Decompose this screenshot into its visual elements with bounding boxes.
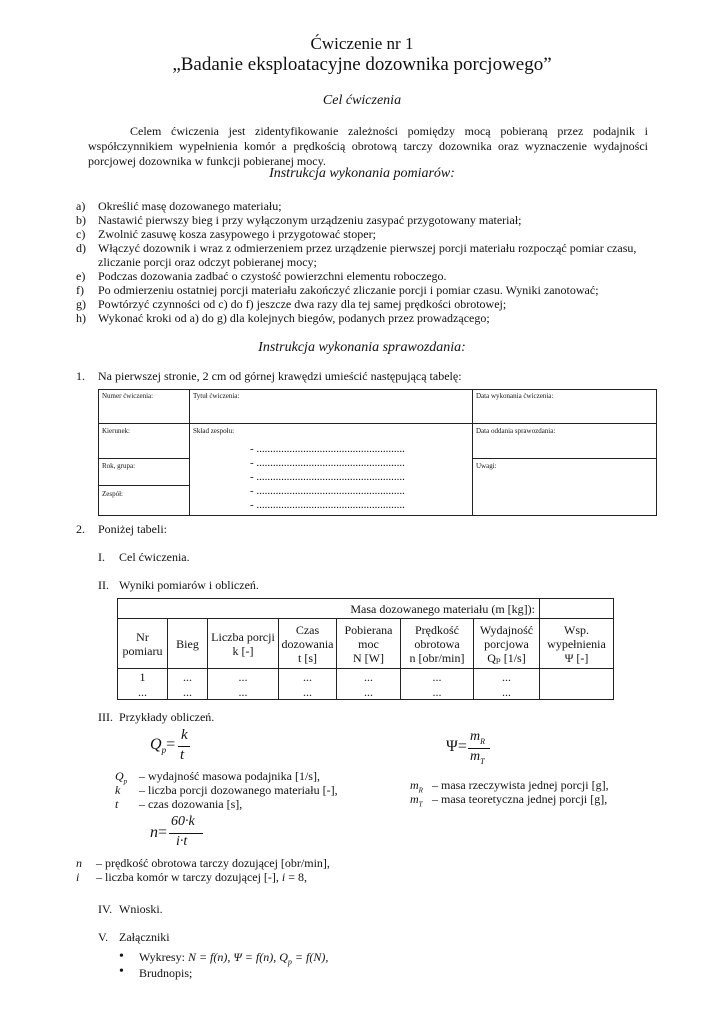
def-symbol-main: i (76, 870, 80, 884)
eq2-den: $m_T$ (470, 749, 485, 766)
table-cell: ... (279, 669, 337, 685)
def-text (139, 797, 242, 812)
results-caption: Masa dozowanego materiału (m [kg]): (118, 599, 540, 619)
header-line: Nr (136, 629, 149, 644)
header-line: k [-] (232, 643, 254, 658)
header-line: dozowania (281, 636, 334, 651)
list-letter: a) (76, 199, 86, 213)
eq2 (446, 738, 467, 756)
label-zespol: Zespół: (102, 490, 123, 498)
list-letter: d) (76, 241, 86, 255)
def-text (432, 778, 609, 793)
member-line: - ...................................................... (250, 485, 405, 497)
header-line: Pobierana (344, 622, 393, 637)
header-line: moc (358, 636, 379, 651)
header-line: Ψ [-] (564, 650, 589, 665)
step2-text: Poniżej tabeli: (98, 522, 167, 536)
def-text-main: – masa rzeczywista jednej porcji [g], (432, 778, 609, 792)
member-line: - ...................................................... (250, 499, 405, 511)
title-line1: Ćwiczenie nr 1 (310, 34, 414, 53)
header-line: pomiaru (122, 643, 163, 658)
def-symbol-main: Q (115, 769, 124, 783)
section-1-number: I. (98, 550, 105, 564)
header-line: Qₚ [1/s] (487, 650, 526, 665)
table-cell: ... (337, 685, 401, 700)
section-3-number: III. (98, 710, 113, 724)
label-data-wykonania: Data wykonania ćwiczenia: (476, 392, 554, 400)
results-header-cell (540, 619, 614, 669)
results-table (117, 598, 614, 700)
header-line: obrotowa (414, 636, 460, 651)
eq1-lhs: Q (150, 736, 162, 753)
def-text-tail: = 8, (285, 870, 308, 884)
table-cell: ... (208, 669, 279, 685)
eq3-eq: = (158, 824, 168, 841)
label-rok: Rok, grupa: (102, 462, 136, 470)
label-nr: Numer ćwiczenia: (102, 392, 154, 400)
table-cell: ... (401, 669, 474, 685)
info-hline-1 (98, 423, 657, 424)
table-row (118, 669, 614, 685)
def-text-main: – liczba porcji dozowanego materiału [-], (139, 783, 338, 797)
table-cell: ... (474, 685, 540, 700)
results-header-cell (474, 619, 540, 669)
list-text: Nastawić pierwszy bieg i przy wyłączonym urządzeniu zasypać przygotowany materiał; (98, 213, 522, 227)
table-cell (540, 685, 614, 700)
def-text (139, 783, 338, 798)
eq1-sub: p (161, 745, 167, 756)
info-hline-4 (98, 485, 190, 486)
def-symbol (115, 783, 120, 798)
eq1-num: k (181, 727, 188, 743)
table-cell: ... (401, 685, 474, 700)
header-line: wypełnienia (547, 636, 606, 651)
def-text-main: – masa teoretyczna jednej porcji [g], (432, 792, 608, 806)
def-symbol (410, 792, 423, 808)
results-header-cell (337, 619, 401, 669)
step1-number: 1. (76, 369, 85, 383)
def-symbol-sub: R (418, 786, 423, 795)
section-1-text: Cel ćwiczenia. (119, 550, 190, 564)
def-text-main: – czas dozowania [s], (139, 797, 243, 811)
step2-number: 2. (76, 522, 85, 536)
table-cell: 1 (118, 669, 168, 685)
header-line: Czas (295, 622, 320, 637)
list-text: Włączyć dozownik i wraz z odmierzeniem przez urządzenie pierwszej porcji materiału rozpocząć pomiar czasu, (98, 241, 637, 255)
section-2-number: II. (98, 578, 109, 592)
def-symbol-main: t (115, 797, 119, 811)
member-line: - ...................................................... (250, 443, 405, 455)
label-sklad: Skład zespołu: (193, 427, 235, 435)
header-line: Bieg (176, 636, 199, 651)
def-symbol (115, 797, 118, 812)
eq3 (150, 824, 167, 842)
step1-text: Na pierwszej stronie, 2 cm od górnej krawędzi umieścić następującą tabelę: (98, 369, 462, 383)
results-header-cell (208, 619, 279, 669)
def-symbol-sub: p (123, 777, 128, 786)
results-caption-empty (540, 599, 614, 619)
list-letter: e) (76, 269, 86, 283)
section-2-text: Wyniki pomiarów i obliczeń. (119, 578, 259, 592)
info-hline-2 (98, 458, 190, 459)
header-line: Prędkość (415, 622, 459, 637)
instr-heading: Instrukcja wykonania pomiarów: (269, 166, 455, 181)
table-cell: ... (168, 685, 208, 700)
section-4-text: Wnioski. (119, 902, 163, 916)
label-tytul: Tytuł ćwiczenia: (193, 392, 240, 400)
list-text: Powtórzyć czynności od c) do f) jeszcze dwa razy dla tej samej prędkości obrotowej; (98, 297, 507, 311)
table-row (118, 685, 614, 700)
def-symbol-main: k (115, 783, 121, 797)
label-kierunek: Kierunek: (102, 427, 130, 435)
header-line: Wsp. (564, 622, 589, 637)
def-symbol-main: m (410, 792, 419, 806)
header-line: n [obr/min] (409, 650, 465, 665)
list-letter: b) (76, 213, 86, 227)
eq2-lhs: Ψ (446, 738, 458, 755)
def-text (139, 769, 320, 784)
table-cell: ... (168, 669, 208, 685)
def-text (432, 792, 607, 807)
list-text: Zwolnić zasuwę kosza zasypowego i przygotować stoper; (98, 227, 376, 241)
table-cell: ... (474, 669, 540, 685)
def-text (96, 856, 330, 871)
bullet-icon: • (119, 964, 124, 979)
info-divider-1 (189, 389, 190, 516)
table-cell (540, 669, 614, 685)
eq1-eq: = (166, 736, 176, 753)
eq3-num: 60·k (171, 814, 195, 829)
member-line: - ...................................................... (250, 457, 405, 469)
section-4-number: IV. (98, 902, 113, 916)
list-text: zliczanie porcji oraz odczyt pobieranej mocy; (98, 255, 317, 269)
list-letter: g) (76, 297, 86, 311)
section-5-text: Załączniki (119, 930, 170, 944)
results-header-cell (279, 619, 337, 669)
eq1-den: t (180, 747, 185, 763)
section-3-text: Przykłady obliczeń. (119, 710, 215, 724)
goal-paragraph: Celem ćwiczenia jest zidentyfikowanie zależności pomiędzy mocą pobieraną przez podajnik i współczynnikiem wypełnienia komór a prędkością obrotową tarczy dozownika oraz wyznaczenie wydajności porcjowej dozownika w funkcji pobieranej mocy. (88, 124, 648, 168)
list-letter: h) (76, 311, 86, 325)
def-text (96, 870, 307, 885)
eq2-num: $m_R$ (470, 729, 486, 746)
section-5-number: V. (98, 930, 109, 944)
header-line: N [W] (353, 650, 384, 665)
bullet-icon: • (119, 949, 124, 964)
info-hline-3 (472, 458, 657, 459)
table-cell: ... (279, 685, 337, 700)
def-symbol-sub: T (418, 800, 423, 809)
list-letter: f) (76, 283, 84, 297)
bullet-1: Wykresy: N = f(n), Ψ = f(n), $Q_p = f(N)$, (139, 950, 329, 967)
header-line: Liczba porcji (211, 629, 275, 644)
eq3-lhs: n (150, 824, 158, 841)
table-cell: ... (118, 685, 168, 700)
results-header-cell (168, 619, 208, 669)
def-symbol (76, 870, 79, 885)
results-header-cell (118, 619, 168, 669)
eq3-den: i·t (176, 834, 188, 849)
title-line2: „Badanie eksploatacyjne dozownika porcjowego” (172, 54, 552, 75)
info-divider-2 (472, 389, 473, 516)
def-text-main: – liczba komór w tarczy dozującej [-], (96, 870, 282, 884)
list-text: Określić masę dozowanego materiału; (98, 199, 282, 213)
table-cell: ... (337, 669, 401, 685)
list-text: Po odmierzeniu ostatniej porcji materiału zakończyć zliczanie porcji i pomiar czasu. Wyniki zanotować; (98, 283, 599, 297)
def-symbol (76, 856, 82, 871)
label-uwagi: Uwagi: (476, 462, 497, 470)
def-text-main: – wydajność masowa podajnika [1/s], (139, 769, 320, 783)
list-text: Wykonać kroki od a) do g) dla kolejnych biegów, podanych przez prowadzącego; (98, 311, 490, 325)
table-cell: ... (208, 685, 279, 700)
eq1 (150, 736, 175, 755)
report-heading: Instrukcja wykonania sprawozdania: (258, 340, 466, 355)
def-text-italic: i (281, 870, 286, 884)
member-line: - ...................................................... (250, 471, 405, 483)
def-text-main: – prędkość obrotowa tarczy dozującej [obr/min], (96, 856, 330, 870)
eq2-eq: = (457, 738, 467, 755)
results-header-cell (401, 619, 474, 669)
def-symbol-main: m (410, 778, 419, 792)
header-line: t [s] (298, 650, 317, 665)
goal-heading: Cel ćwiczenia (322, 93, 402, 108)
list-letter: c) (76, 227, 86, 241)
results-header-row (118, 619, 614, 669)
def-symbol-main: n (76, 856, 82, 870)
label-data-oddania: Data oddania sprawozdania: (476, 427, 556, 435)
header-line: porcjowa (484, 636, 529, 651)
list-text: Podczas dozowania zadbać o czystość powierzchni elementu roboczego. (98, 269, 447, 283)
bullet-2: Brudnopis; (139, 966, 193, 980)
header-line: Wydajność (479, 622, 534, 637)
